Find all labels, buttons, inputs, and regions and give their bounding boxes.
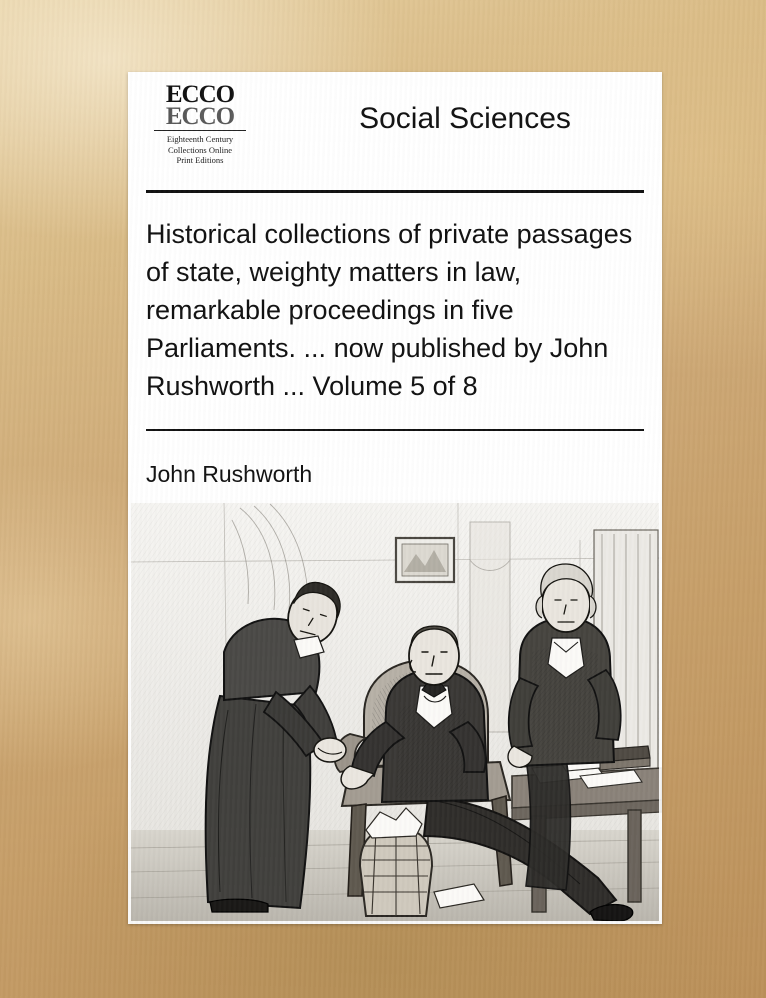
category-title: Social Sciences	[359, 102, 571, 135]
author-name: John Rushworth	[146, 461, 313, 487]
cover-page-panel	[128, 72, 662, 924]
header-row	[128, 72, 662, 190]
title-block	[128, 193, 662, 429]
ecco-subline-2: Collections Online	[168, 144, 232, 155]
page-title: Historical collections of private passages of state, weighty matters in law, remarkable proceedings in five Parliaments. ... now published by John Rushworth ... Volume 5 of 8	[146, 219, 633, 401]
ecco-wordmark-shadow-text: ECCO	[165, 103, 235, 130]
ecco-logo	[146, 81, 254, 166]
ecco-subline-3: Print Editions	[176, 155, 224, 165]
ecco-subline-1: Eighteenth Century	[166, 134, 234, 144]
ecco-wordmark	[146, 81, 254, 130]
ecco-wordmark-text: ECCO	[165, 81, 235, 108]
ecco-divider	[154, 130, 246, 131]
engraving-three-men-interior	[128, 500, 662, 924]
